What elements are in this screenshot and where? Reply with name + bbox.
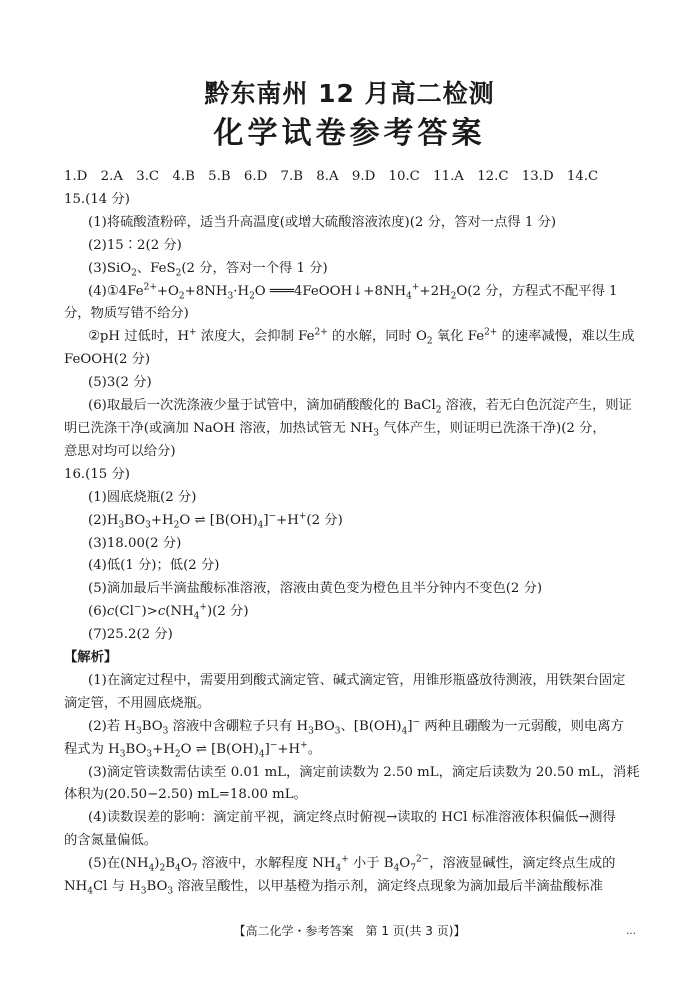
text-line: 意思对均可以给分): [64, 443, 176, 459]
text-line: $(4)①4Fe^{2+}+O_2+8NH_3\cdot H_2O$ $═══4FeOOH↓+8NH_4^++2H_2O(2$ 分，方程式不配平得 1: [88, 282, 618, 302]
text-line: (6)取最后一次洗涤液少量于试管中，滴加硝酸酸化的 BaCl$_2$ 溶液，若无白色沉淀产生，则证: [88, 398, 632, 416]
text-line: 的含氮量偏低。: [64, 833, 158, 849]
text-line: FeOOH(2 分): [64, 352, 151, 368]
answer-body: [64, 166, 640, 899]
text-line: 体积为(20.50−2.50) mL=18.00 mL。: [64, 787, 307, 803]
text-line: (1)将硫酸渣粉碎，适当升高温度(或增大硫酸溶液浓度)(2 分，答对一点得 1 分): [88, 214, 557, 230]
page-footer: 【高二化学・参考答案 第 1 页(共 3 页)】: [233, 924, 466, 938]
text-line: 15.(14 分): [64, 191, 130, 207]
text-line: $NH_4Cl$ 与 $H_3BO_3$ 溶液呈酸性，以甲基橙为指示剂，滴定终点现象为滴加最后半滴盐酸标准: [64, 879, 603, 897]
text-line: 【解析】: [64, 650, 118, 666]
text-line: $(2)H_3BO_3+H_2O$ ⇌ $[B(OH)_4]^-+H^+(2$ 分): [88, 511, 343, 531]
text-line: (3)滴定管读数需估读至 0.01 mL，滴定前读数为 2.50 mL，滴定后读数为 20.50 mL，消耗: [88, 764, 640, 780]
text-line: (1)圆底烧瓶(2 分): [88, 489, 197, 505]
text-line: (4)低(1 分)；低(2 分): [88, 558, 220, 574]
page-subtitle: 化学试卷参考答案: [213, 116, 486, 151]
text-line: (3)SiO$_2$、FeS$_2$(2 分，答对一个得 1 分): [88, 260, 328, 279]
text-line: (4)读数误差的影响：滴定前平视，滴定终点时俯视→读取的 HCl 标准溶液体积偏低→测得: [88, 810, 616, 826]
text-line: (5)3(2 分): [88, 375, 152, 391]
text-line: 分，物质写错不给分): [64, 306, 189, 322]
text-line: 明已洗涤干净(或滴加 NaOH 溶液，加热试管无 $NH_3$ 气体产生，则证明已洗涤干净)(2 分，: [64, 420, 606, 439]
text-line: $(6)c(Cl^-)>c(NH_4^+)(2$ 分): [88, 602, 249, 622]
text-line: (5)在$(NH_4)_2B_4O_7$ 溶液中，水解程度 $NH_4^+$ 小于 $B_4O_7^{2-}$，溶液显碱性，滴定终点生成的: [88, 854, 616, 874]
text-line: 滴定管，不用圆底烧瓶。: [64, 695, 211, 711]
corner-mark: …: [626, 926, 636, 937]
text-line: 16.(15 分): [64, 466, 130, 482]
text-line: (2)若 $H_3BO_3$ 溶液中含硼粒子只有 $H_3BO_3$、$[B(OH)_4]^-$ 两种且硼酸为一元弱酸，则电离方: [88, 717, 624, 737]
text-line: 程式为 $H_3BO_3+H_2O$ ⇌ $[B(OH)_4]^-+H^+$。: [64, 740, 321, 760]
text-line: ②pH 过低时，H+ 浓度大，会抑制 $Fe^{2+}$ 的水解，同时 $O_2$ 氧化 $Fe^{2+}$ 的速率减慢，难以生成: [88, 327, 635, 347]
text-line: (3)18.00(2 分): [88, 535, 182, 551]
text-line: (1)在滴定过程中，需要用到酸式滴定管、碱式滴定管，用锥形瓶盛放待测液，用铁架台固定: [88, 672, 626, 688]
text-line: 1.D 2.A 3.C 4.B 5.B 6.D 7.B 8.A 9.D 10.C 11.A 12.C 13.D 14.C: [64, 169, 599, 184]
text-line: (7)25.2(2 分): [88, 627, 173, 643]
text-line: (2)15∶2(2 分): [88, 237, 182, 253]
page-title: 黔东南州 12 月高二检测: [204, 79, 495, 108]
text-line: (5)滴加最后半滴盐酸标准溶液，溶液由黄色变为橙色且半分钟内不变色(2 分): [88, 581, 543, 597]
